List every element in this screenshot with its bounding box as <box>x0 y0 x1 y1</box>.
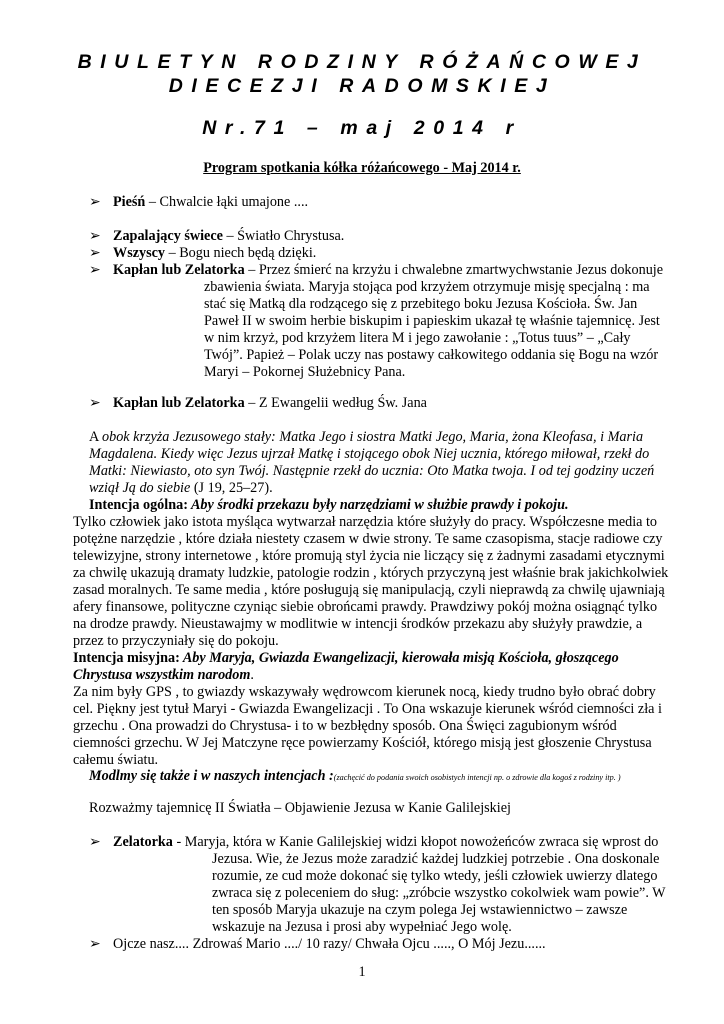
paragraph-line: cel. Piękny jest tytuł Maryi - Gwiazda Ewangelizacji . To Ona wskazuje kierunek wśród ciemności zła i <box>73 701 662 717</box>
kaplan1-line: Maryi – Pokornej Służebnicy Pana. <box>204 364 406 380</box>
intencja-ogolna-title: Aby środki przekazu były narzędziami w służbie prawdy i pokoju. <box>187 497 569 513</box>
bullet-kaplan-2 <box>89 395 689 412</box>
bullet-zelatorka <box>89 834 689 851</box>
zelatorka-line: Jezusa. Wie, że Jezus może zaradzić każdej ludzkiej potrzebie . Ona doskonale <box>212 851 660 867</box>
intencja-misyjna-heading <box>73 650 703 667</box>
zelatorka-line: ten sposób Maryja ukazuje na czym polega Jej wstawiennictwo – zawsze <box>212 902 628 918</box>
bullet-kaplan-1 <box>89 262 689 279</box>
page-number: 1 <box>358 964 366 980</box>
intencja-misyjna-title: Aby Maryja, Gwiazda Ewangelizacji, kierowała misją Kościoła, głoszącego <box>179 650 619 666</box>
rozwazmy-tajemnice: Rozważmy tajemnicę II Światła – Objawienie Jezusa w Kanie Galilejskiej <box>89 800 511 816</box>
paragraph-line: na drodze prawdy. Nieustawajmy w modlitwie w intencji środków przekazu aby służyły prawdzie, a <box>73 616 643 632</box>
piesn-text: – Chwalcie łąki umajone .... <box>145 194 309 210</box>
intencja-misyjna-label: Intencja misyjna: <box>73 650 180 666</box>
kaplan1-line: zbawienia świata. Maryja stojąca pod krzyżem otrzymuje misję specjalną : ma <box>204 279 650 295</box>
zelatorka-text: - Maryja, która w Kanie Galilejskiej widzi kłopot nowożeńców zwraca się wprost do <box>172 834 659 850</box>
paragraph-line: za chwilę ukazują dramaty ludzkie, patologie rodzin , których przyczyną jest właśnie brak jakichkolwiek <box>73 565 669 581</box>
intencja-misyjna-title-2: Chrystusa wszystkim narodom <box>73 667 251 683</box>
zelatorka-paragraph <box>212 851 712 936</box>
gospel-reference: (J 19, 25–27). <box>190 480 273 496</box>
intencja-misyjna-title-end: . <box>250 667 254 683</box>
zelatorka-line: wskazuje na Jezusa i prosi aby wypełniać Jego wolę. <box>212 919 512 935</box>
arrow-bullet-icon: ➢ <box>89 936 101 952</box>
zapalajacy-label: Zapalający świece <box>113 228 223 244</box>
intencja-misyjna-section <box>73 650 703 769</box>
bullet-ojcze <box>89 936 689 953</box>
paragraph-line: telewizyjne, strony internetowe , które promują styl życia nie liczący się z żadnymi zasadami etycznymi <box>73 548 665 564</box>
program-title: Program spotkania kółka różańcowego - Maj 2014 r. <box>203 160 521 176</box>
gospel-start: A <box>89 429 103 445</box>
paragraph-line: ciemności grzechu. W Jej Matczyne ręce powierzamy Kościół, którego misją jest głoszenie Chrystusa <box>73 735 652 751</box>
paragraph-line: przez to przyczyniały się do pokoju. <box>73 633 279 649</box>
arrow-bullet-icon: ➢ <box>89 245 101 261</box>
kaplan2-text: – Z Ewangelii według Św. Jana <box>244 395 427 411</box>
intencja-ogolna-paragraph <box>73 514 703 650</box>
paragraph-line: Tylko człowiek jako istota myśląca wytwarzał narzędzia które służyły do pracy. Współczesne media to <box>73 514 658 530</box>
arrow-bullet-icon: ➢ <box>89 262 101 278</box>
paragraph-line: grzechu . Ona prowadzi do Chrystusa- i to w bezbłędny sposób. Ona Święci zagubionym wśród <box>73 718 617 734</box>
bulletin-title-line2: DIECEZJI RADOMSKIEJ <box>168 75 556 97</box>
modlmy-text: Modlmy się także i w naszych intencjach : <box>89 768 334 784</box>
piesn-label: Pieśń <box>113 194 146 210</box>
arrow-bullet-icon: ➢ <box>89 228 101 244</box>
kaplan1-line: w nim krzyż, pod krzyżem litera M i jego zawołanie : „Totus tuus” – „Cały <box>204 330 631 346</box>
bullet-piesn <box>89 194 689 211</box>
zelatorka-label: Zelatorka <box>113 834 173 850</box>
arrow-bullet-icon: ➢ <box>89 834 101 850</box>
kaplan1-line: stać się Matką dla rodzącego się z przebitego boku Jezusa Kościoła. Św. Jan <box>204 296 638 312</box>
issue-number: Nr.71 – maj 2014 r <box>202 117 522 139</box>
paragraph-line: Za nim były GPS , to gwiazdy wskazywały wędrowcom kierunek nocą, kiedy trudno było obrać dobry <box>73 684 656 700</box>
paragraph-line: potężne narzędzie , które działa niestety czasem w dwie strony. Te same czasopisma, stacje radiowe czy <box>73 531 663 547</box>
zelatorka-line: rozumie, ze cud może dokonać się tylko wtedy, jeśli człowiek uwierzy dlatego <box>212 868 658 884</box>
kaplan1-text: – Przez śmierć na krzyżu i chwalebne zmartwychwstanie Jezus dokonuje <box>244 262 664 278</box>
kaplan2-label: Kapłan lub Zelatorka <box>113 395 245 411</box>
ojcze-text: Ojcze nasz.... Zdrowaś Mario ..../ 10 razy/ Chwała Ojcu ....., O Mój Jezu...... <box>113 936 546 952</box>
bullet-wszyscy <box>89 245 689 262</box>
kaplan1-paragraph <box>204 279 704 381</box>
modlmy-note: (zachęcić do podania swoich osobistych intencji np. o zdrowie dla kogoś z rodziny itp. ) <box>333 773 621 782</box>
kaplan1-label: Kapłan lub Zelatorka <box>113 262 245 278</box>
wszyscy-label: Wszyscy <box>113 245 166 261</box>
zelatorka-line: zwraca się z poleceniem do sług: „zróbcie wszystko cokolwiek wam powie”. W <box>212 885 666 901</box>
gospel-line: wziął Ją do siebie <box>89 480 191 496</box>
gospel-line: obok krzyża Jezusowego stały: Matka Jego i siostra Matki Jego, Maria, żona Kleofasa, i Maria <box>102 429 644 445</box>
zapalajacy-text: – Światło Chrystusa. <box>222 228 345 244</box>
modlmy-line <box>89 768 621 786</box>
wszyscy-text: – Bogu niech będą dzięki. <box>165 245 317 261</box>
paragraph-line: zasad moralnych. Te same media , które posługują się manipulacją, czyli nieprawdą za chwilę ujawniają <box>73 582 665 598</box>
arrow-bullet-icon: ➢ <box>89 194 101 210</box>
kaplan1-line: Paweł II w swoim herbie biskupim i papieskim ukazał tę właśnie tajemnicę. Jest <box>204 313 660 329</box>
paragraph-line: całemu światu. <box>73 752 159 768</box>
gospel-line: Matki: Niewiasto, oto syn Twój. Następnie rzekł do ucznia: Oto Matka twoja. I od tej godziny uczeń <box>89 463 655 479</box>
bulletin-title-line1: BIULETYN RODZINY RÓŻAŃCOWEJ <box>77 51 647 73</box>
intencja-ogolna-label: Intencja ogólna: <box>89 497 188 513</box>
gospel-quote <box>89 429 694 497</box>
bullet-zapalajacy <box>89 228 689 245</box>
intencja-ogolna-heading <box>89 497 569 514</box>
gospel-line: Magdalena. Kiedy więc Jezus ujrzał Matkę i stojącego obok Niej ucznia, którego miłował, rzekł do <box>89 446 650 462</box>
arrow-bullet-icon: ➢ <box>89 395 101 411</box>
kaplan1-line: Twój”. Papież – Polak uczy nas postawy całkowitego oddania się Bogu na wzór <box>204 347 659 363</box>
paragraph-line: afery finansowe, polityczne czyniąc siebie obrońcami prawdy. Prawdziwy pokój można osiągnąć tylko <box>73 599 658 615</box>
